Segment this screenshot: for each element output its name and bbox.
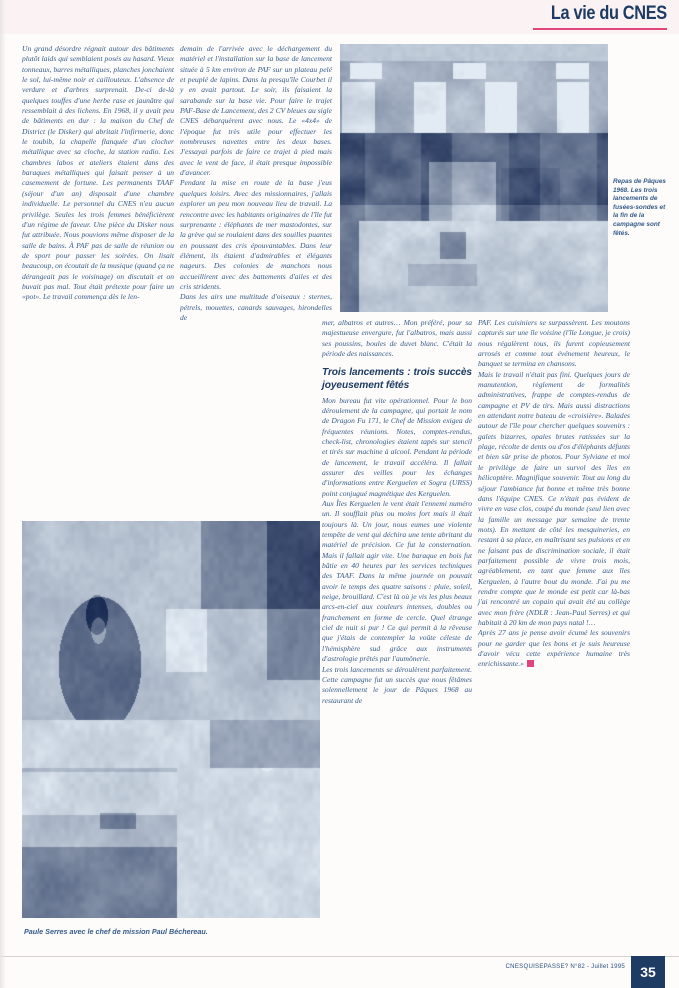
paragraph-text: Après 27 ans je pense avoir écumé les souvenirs pour ne garder que les bons et je suis heureuse d'avoir vécu cette expérience humaine très enrichissante.»: [478, 628, 630, 669]
paragraph: Dans les airs une multitude d'oiseaux : sternes, pétrels, mouettes, canards sauvages, hirondelles de: [180, 292, 332, 322]
text-column-4: [478, 318, 630, 670]
caption-bottom-photo: Paule Serres avec le chef de mission Paul Béchereau.: [24, 927, 208, 936]
page-number: 35: [631, 956, 665, 988]
text-column-2: [180, 44, 332, 323]
section-subheading: Trois lancements : trois succès joyeusement fêtés: [322, 367, 472, 391]
text-column-1: [22, 44, 174, 303]
paragraph: PAF. Les cuisiniers se surpassèrent. Les moutons capturés sur une île voisine (l'île Longue, je crois) nous régalèrent tous, ils furent copieusement arrosés et comme tout événement heureux, le banquet se termina en chansons.: [478, 318, 630, 369]
footer-divider: [0, 956, 679, 957]
paragraph: Mais le travail n'était pas fini. Quelques jours de manutention, règlement de formalités administratives, frappe de comptes-rendus de campagne et PV de tirs. Mais aussi distractions en attendant notre bateau de «croisière». Balades autour de l'île pour chercher quelques souvenirs : galets bizarres, opales brutes ratissées sur la plage, récolte de dents ou d'os d'éléphants défunts et bien sûr prise de photos. Pour Sylviane et moi le privilège de faire un survol des îles en hélicoptère. Magnifique souvenir. Tout au long du séjour l'ambiance fut bonne et même très bonne dans l'équipe CNES. Ce n'était pas évident de vivre en vase clos, coupé du monde (seul lien avec la famille un message par semaine de trente mots). En mettant de côté les mesquineries, en restant à sa place, en maîtrisant ses pulsions et en ne faisant pas de discrimination sociale, il était parfaitement possible de vivre trois mois, agréablement, en tant que femme aux îles Kerguelen, à l'autre bout du monde. J'ai pu me rendre compte que le monde est petit car là-bas j'ai rencontré un copain qui avait été au collège avec mon frère (NDLR : Jean-Paul Serres) et qui habitait à 20 km de mon pays natal !…: [478, 369, 630, 627]
paragraph: Mon bureau fut vite opérationnel. Pour le bon déroulement de la campagne, qui portait le nom de Dragon Fu 171, le Chef de Mission exigea de fréquentes réunions. Notes, comptes-rendus, check-list, chronologies étaient tapés sur stencil et tirés sur machine à alcool. Pendant la période de lancement, le travail accéléra. Il fallait assurer des veilles pour les échanges d'informations entre Kerguelen et Sogra (URSS) point conjugué magnétique des Kerguelen.: [322, 395, 472, 498]
text-column-3: [322, 318, 472, 706]
footer-publication-info: CNESQUISEPASSE? N°82 - Juillet 1995: [505, 963, 625, 970]
end-of-article-mark: [527, 660, 534, 667]
masthead-underline: [533, 28, 667, 30]
paragraph: [478, 628, 630, 669]
paragraph: demain de l'arrivée avec le déchargement du matériel et l'installation sur la base de lancement située à 5 km environ de PAF sur un plateau pelé et peuplé de lapins. Dans la presqu'île Courbet il y en avait partout. Le soir, ils faisaient la sarabande sur la base vie. Pour faire le trajet PAF-Base de Lancement, des 2 CV bleues au sigle CNES débarquèrent avec nous. Le «4x4» de l'époque fut très utile pour effectuer les nombreuses navettes entre les deux bases. J'essayai parfois de faire ce trajet à pied mais avec le vent de face, il était presque impossible d'avancer.: [180, 44, 332, 178]
caption-top-photo: Repas de Pâques 1968. Les trois lancements de fusées-sondes et la fin de la campagne sont fêtés.: [613, 178, 666, 237]
page-gutter-shadow: [0, 0, 6, 988]
paragraph: Pendant la mise en route de la base j'eus quelques loisirs. Avec des missionnaires, j'allais explorer un peu mon nouveau lieu de travail. La rencontre avec les habitants originaires de l'île fut surprenante : éléphants de mer mastodontes, sur la grève qui se roulaient dans des souilles puantes en poussant des cris épouvantables. Dans leur élément, ils étaient d'admirables et élégants nageurs. Des colonies de manchots nous accueillirent avec des battements d'ailes et des cris stridents.: [180, 178, 332, 291]
page-title: La vie du CNES: [551, 3, 667, 24]
paragraph: mer, albatros et autres… Mon préféré, pour sa majestueuse envergure, fut l'albatros, mais aussi ses poussins, boules de duvet blanc. C'était la période des naissances.: [322, 318, 472, 359]
paragraph: Les trois lancements se déroulèrent parfaitement. Cette campagne fut un succès que nous fêtâmes solennellement le jour de Pâques 1968 au restaurant de: [322, 664, 472, 705]
photo-pasques-meal: [340, 44, 608, 312]
paragraph: Aux Îles Kerguelen le vent était l'ennemi numéro un. Il soufflait plus ou moins fort mais il était toujours là. Un jour, nous eumes une violente tempête de vent qui déchira une tente abritant du matériel de précision. Ce fut la consternation. Mais il fallait agir vite. Une baraque en bois fut bâtie en 40 heures par les services techniques des TAAF. Dans la même journée on pouvait avoir le temps des quatre saisons : pluie, soleil, neige, brouillard. C'est là où je vis les plus beaux arcs-en-ciel aux couleurs intenses, doubles ou franchement en forme de cercle. Quel étrange ciel de nuit si pur ! Ce qui permit à la rêveuse que j'étais de contempler la voûte céleste de l'hémisphère sud grâce aux instruments d'astrologie prêtés par l'aumônerie.: [322, 499, 472, 664]
masthead: [0, 0, 679, 34]
photo-paule-serres-office: [22, 521, 320, 918]
photo-canvas: [340, 44, 608, 312]
paragraph: Un grand désordre régnait autour des bâtiments plutôt laids qui semblaient posés au hasard. Vieux tonneaux, barres métalliques, planches jonchaient le sol, lui-même noir et caillouteux. L'absence de verdure et d'arbres surprenait. De-ci de-là quelques touffes d'une herbe rase et jaunâtre qui ressemblait à des lichens. En 1968, il y avait peu de bâtiments en dur : la maison du Chef de District (le Disker) qui abritait l'infirmerie, donc le toubib, la chapelle flanquée d'un clocher métallique avec sa cloche, la station radio. Les chambres labos et ateliers étaient dans des baraques métalliques qui faisait penser à un casemement de fortune. Les permanents TAAF (séjour d'un an) disposait d'une chambre individuelle. Le personnel du CNES n'eu aucun privilège. Seules les trois femmes bénéficièrent d'un régime de faveur. Une pièce du Disker nous fut attribuée. Nous pouvions même disposer de la salle de bains. À PAF pas de salle de réunion ou de sport pour passer les soirées. On lisait beaucoup, on écoutait de la musique (quand ça ne dérangeait pas le voisinage) on discutait et on buvait pas mal. Tout était prétexte pour faire un «pot». Le travail commença dès le len-: [22, 44, 174, 302]
photo-canvas: [22, 521, 320, 918]
